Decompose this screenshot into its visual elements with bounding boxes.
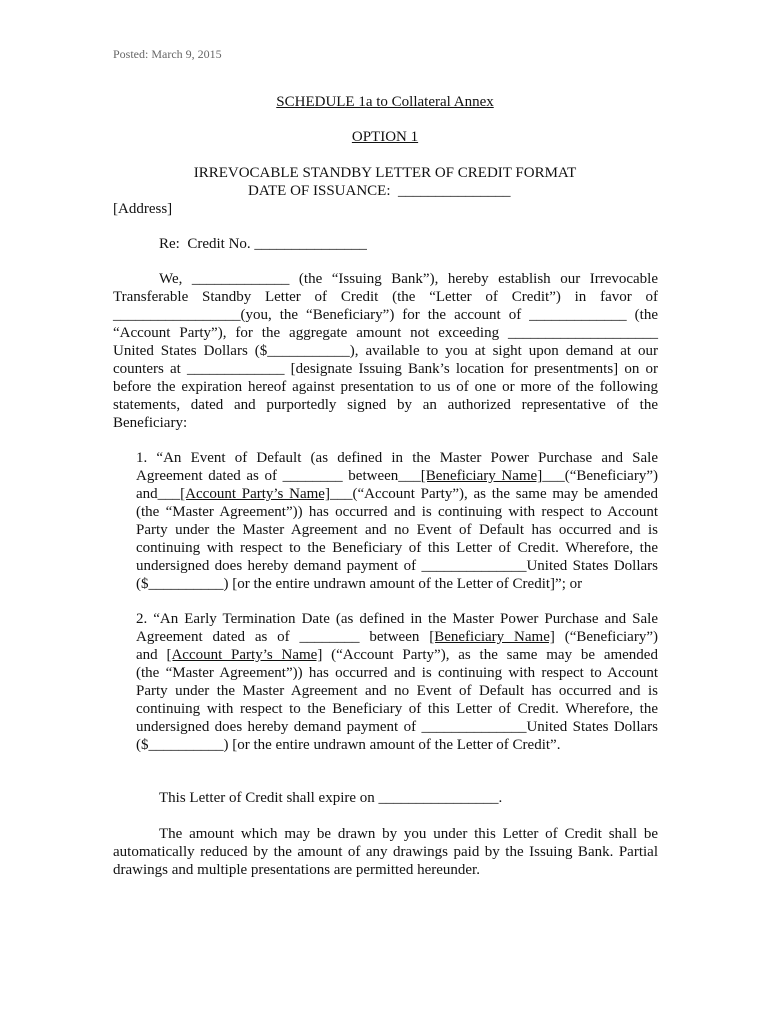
statement-line: (the “Master Agreement”)) has occurred and is continuing with respect to Account — [136, 665, 658, 681]
schedule-title: SCHEDULE 1a to Collateral Annex — [276, 94, 494, 110]
statement-line: Agreement dated as of ________ between___[Beneficiary Name]___(“Beneficiary”) — [136, 468, 658, 484]
statement-line: continuing with respect to the Beneficiary of this Letter of Credit. Wherefore, the — [136, 701, 658, 717]
date-of-issuance: DATE OF ISSUANCE: _______________ — [248, 183, 511, 199]
intro-line: Beneficiary: — [113, 415, 188, 431]
intro-line: United States Dollars ($___________), available to you at sight upon demand at our — [113, 343, 658, 359]
intro-line: “Account Party”), for the aggregate amount not exceeding ____________________ — [113, 325, 658, 341]
statement-line: Party under the Master Agreement and no Event of Default has occurred and is — [136, 683, 658, 699]
credit-number-line: Re: Credit No. _______________ — [159, 236, 367, 252]
intro-line: counters at _____________ [designate Issuing Bank’s location for presentments] on or — [113, 361, 658, 377]
statement-line: 1. “An Event of Default (as defined in the Master Power Purchase and Sale — [136, 450, 658, 466]
intro-line: _________________(you, the “Beneficiary”) for the account of _____________ (the — [113, 307, 658, 323]
statement-line: Party under the Master Agreement and no Event of Default has occurred and is — [136, 522, 658, 538]
statement-line: and___[Account Party’s Name]___(“Account Party”), as the same may be amended — [136, 486, 658, 502]
statement-line: 2. “An Early Termination Date (as defined in the Master Power Purchase and Sale — [136, 611, 658, 627]
statement-line: continuing with respect to the Beneficiary of this Letter of Credit. Wherefore, the — [136, 540, 658, 556]
option-heading: OPTION 1 — [351, 129, 419, 145]
closing-line: automatically reduced by the amount of any drawings paid by the Issuing Bank. Partial — [113, 844, 658, 860]
intro-line: before the expiration hereof against presentation to us of one or more of the following — [113, 379, 658, 395]
document-heading: IRREVOCABLE STANDBY LETTER OF CREDIT FORMAT — [193, 165, 577, 181]
statement-line: ($__________) [or the entire undrawn amount of the Letter of Credit]”; or — [136, 576, 583, 592]
posted-date: Posted: March 9, 2015 — [113, 47, 222, 61]
intro-line: We, _____________ (the “Issuing Bank”), hereby establish our Irrevocable — [159, 271, 658, 287]
intro-line: statements, dated and purportedly signed by an authorized representative of the — [113, 397, 658, 413]
closing-line: The amount which may be drawn by you under this Letter of Credit shall be — [159, 826, 658, 842]
intro-line: Transferable Standby Letter of Credit (the “Letter of Credit”) in favor of — [113, 289, 658, 305]
statement-line: and [Account Party’s Name] (“Account Party”), as the same may be amended — [136, 647, 658, 663]
statement-line: (the “Master Agreement”)) has occurred and is continuing with respect to Account — [136, 504, 658, 520]
address-placeholder: [Address] — [113, 201, 173, 217]
statement-line: undersigned does hereby demand payment of ______________United States Dollars — [136, 719, 658, 735]
statement-line: Agreement dated as of ________ between [Beneficiary Name] (“Beneficiary”) — [136, 629, 658, 645]
statement-line: ($__________) [or the entire undrawn amount of the Letter of Credit”. — [136, 737, 561, 753]
expiration-line: This Letter of Credit shall expire on ________________. — [159, 790, 503, 806]
closing-line: drawings and multiple presentations are permitted hereunder. — [113, 862, 480, 878]
statement-line: undersigned does hereby demand payment of ______________United States Dollars — [136, 558, 658, 574]
